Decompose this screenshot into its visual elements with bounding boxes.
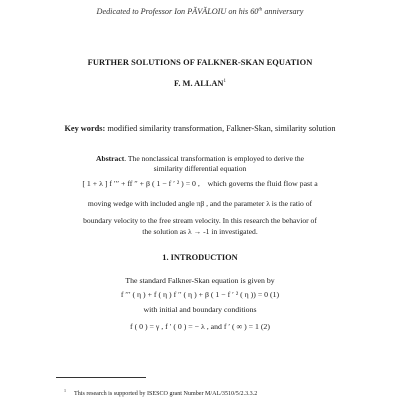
keywords-label: Key words: xyxy=(64,124,106,133)
footnote xyxy=(64,388,257,397)
intro-text-2: with initial and boundary conditions xyxy=(143,305,257,314)
dedication-text: Dedicated to Professor Ion PĂVĂLOIU on his 60 xyxy=(96,7,259,16)
abstract-text-3: which governs the fluid flow past a xyxy=(207,179,318,188)
abstract-line-1 xyxy=(0,154,400,163)
section-heading: 1. INTRODUCTION xyxy=(162,253,238,262)
abstract-line-2: similarity differential equation xyxy=(153,164,247,173)
dedication-tail: anniversary xyxy=(262,7,304,16)
abstract-line-4: moving wedge with included angle πβ , and the parameter λ is the ratio of xyxy=(87,199,313,208)
author xyxy=(0,79,400,88)
abstract-text-1: . The nonclassical transformation is employed to derive the xyxy=(124,154,304,163)
equation-1: f ′′′ ( η ) + f ( η ) f ′′ ( η ) + β ( 1 − f ′ ² ( η )) = 0 (1) xyxy=(120,290,280,299)
paper-title: FURTHER SOLUTIONS OF FALKNER-SKAN EQUATION xyxy=(87,58,313,67)
dedication xyxy=(0,7,400,16)
equation-2: f ( 0 ) = γ , f ′ ( 0 ) = − λ , and f ′ ( ∞ ) = 1 (2) xyxy=(130,322,270,331)
author-footnote-mark: 1 xyxy=(223,79,226,85)
intro-text-1: The standard Falkner-Skan equation is given by xyxy=(125,276,275,285)
abstract-line-5: boundary velocity to the free stream velocity. In this research the behavior of xyxy=(83,216,317,225)
abstract-equation: [ 1 + λ ] f ′′′ + ff ′′ + β ( 1 − f ′ ² ) = 0 , xyxy=(82,179,200,188)
abstract-equation-line xyxy=(0,179,400,188)
footnote-text: This research is supported by ISESCO grant Number M/AL/3510/5/2.3.3.2 xyxy=(74,391,258,398)
keywords xyxy=(0,124,400,133)
keywords-text: modified similarity transformation, Falkner-Skan, similarity solution xyxy=(105,124,336,133)
footnote-rule xyxy=(56,377,146,378)
footnote-mark: 1 xyxy=(64,388,66,393)
author-name: F. M. ALLAN xyxy=(174,79,224,88)
dedication-superscript: th xyxy=(258,7,263,13)
abstract-label: Abstract xyxy=(95,154,125,163)
abstract-line-6: the solution as λ → -1 in investigated. xyxy=(142,227,258,236)
